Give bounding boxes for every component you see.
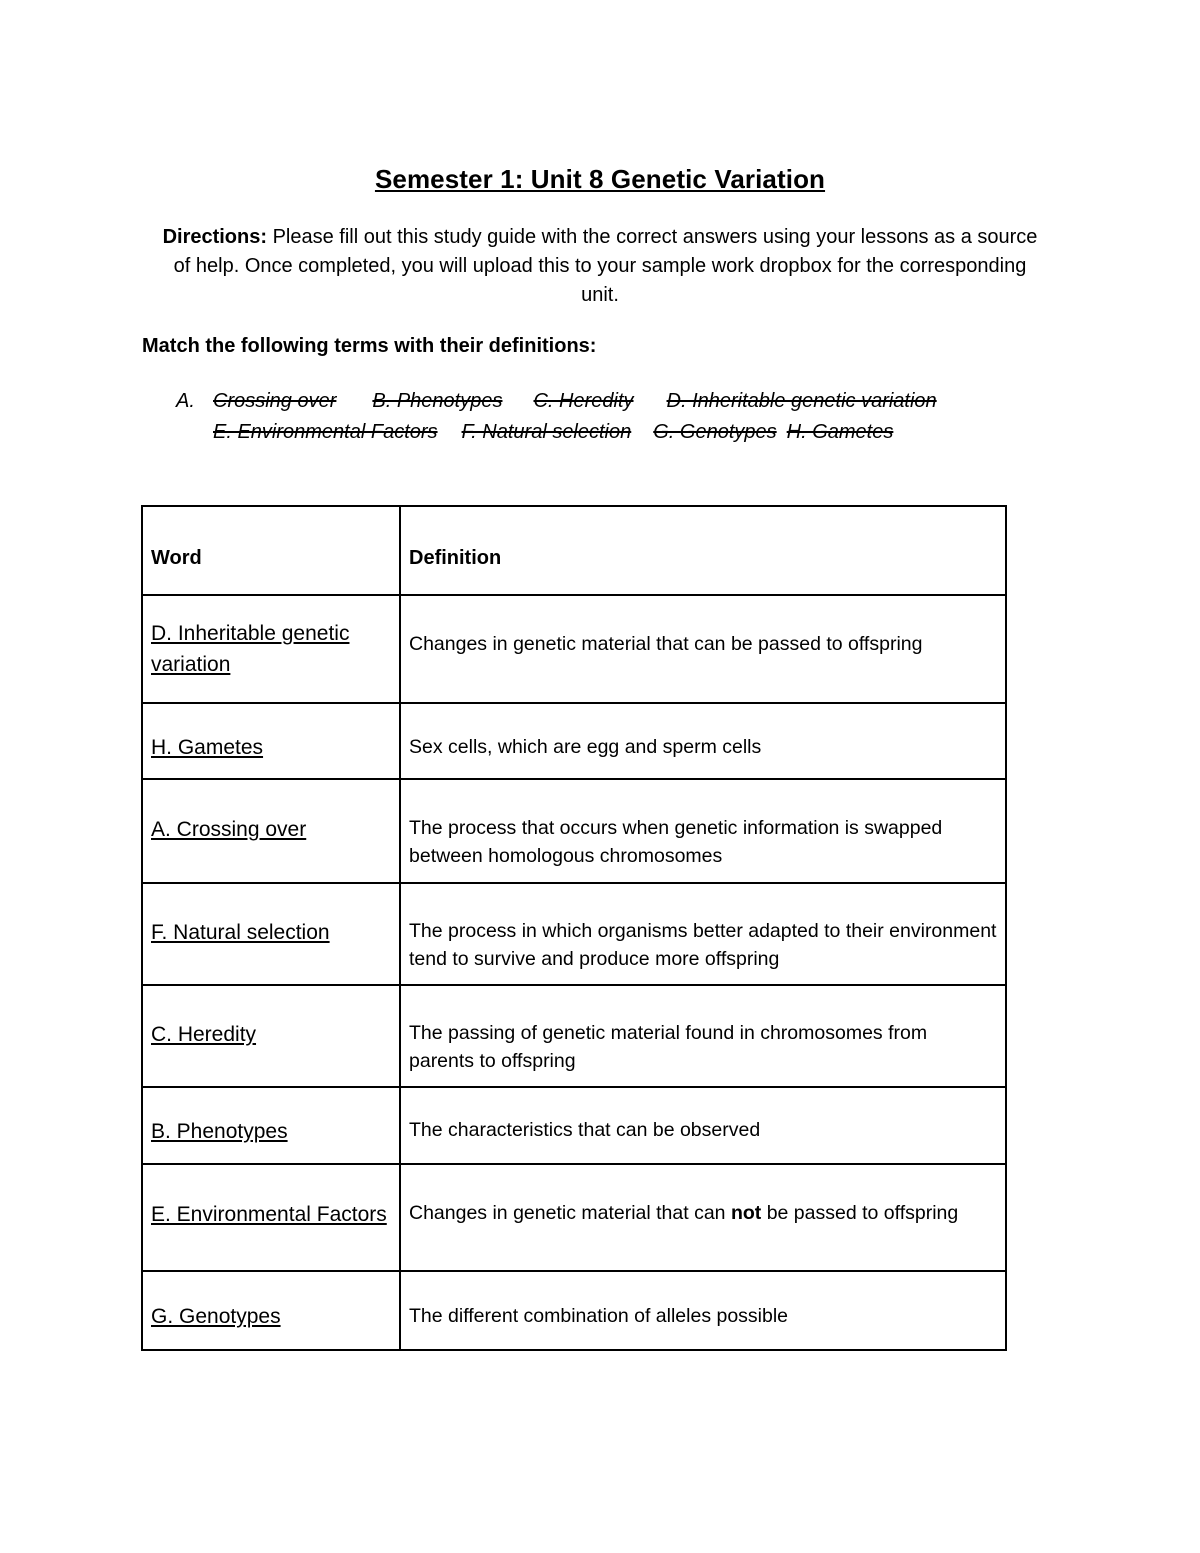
directions-label: Directions: [162,226,268,248]
term-options [176,386,1076,448]
word-cell [142,883,400,985]
options-line-1 [176,386,1076,417]
terms-table [141,505,1007,1351]
table-row [142,883,1006,985]
directions-paragraph [160,223,1040,310]
definition-text-before: Changes in genetic material that can [409,1202,731,1224]
match-heading: Match the following terms with their definitions: [142,335,597,357]
word-header: Word [142,506,400,595]
option-heredity: C. Heredity [533,390,634,412]
word-text: C. Heredity [151,1023,257,1046]
definition-emphasis: not [730,1202,762,1224]
table-row [142,595,1006,703]
table-row [142,1087,1006,1164]
page-title: Semester 1: Unit 8 Genetic Variation [374,164,826,194]
table-row [142,779,1006,883]
word-text: B. Phenotypes [151,1120,288,1143]
definition-header: Definition [400,506,1006,595]
definition-cell: The characteristics that can be observed [400,1087,1006,1164]
option-genotypes: G. Genotypes [653,421,777,443]
option-crossing-over: Crossing over [213,390,337,412]
option-natural-selection: F. Natural selection [461,421,632,443]
word-cell [142,779,400,883]
table-row [142,703,1006,779]
word-cell [142,1087,400,1164]
options-prefix: A. [176,390,195,412]
word-text: D. Inheritable genetic variation [151,622,350,676]
definition-cell: Changes in genetic material that can be passed to offspring [400,595,1006,703]
word-cell [142,985,400,1087]
option-phenotypes: B. Phenotypes [372,390,503,412]
definition-cell: The process that occurs when genetic information is swapped between homologous chromosomes [400,779,1006,883]
options-line-2 [176,417,1076,448]
definition-cell: The passing of genetic material found in chromosomes from parents to offspring [400,985,1006,1087]
definition-cell: Sex cells, which are egg and sperm cells [400,703,1006,779]
word-cell [142,595,400,703]
option-inheritable-genetic-variation: D. Inheritable genetic variation [666,390,937,412]
word-cell [142,703,400,779]
word-text: F. Natural selection [151,921,330,944]
word-cell [142,1271,400,1350]
definition-cell: The process in which organisms better adapted to their environment tend to survive and produce more offspring [400,883,1006,985]
definition-cell: The different combination of alleles possible [400,1271,1006,1350]
table-row [142,985,1006,1087]
word-text: A. Crossing over [151,818,307,841]
word-text: G. Genotypes [151,1305,281,1328]
option-gametes: H. Gametes [786,421,894,443]
table-header-row [142,506,1006,595]
table-row [142,1164,1006,1271]
directions-text: Please fill out this study guide with the correct answers using your lessons as a source of help. Once completed, you will upload this to your sample work dropbox for the corresponding unit. [173,226,1038,306]
word-text: E. Environmental Factors [151,1203,387,1226]
word-cell [142,1164,400,1271]
option-environmental-factors: E. Environmental Factors [213,421,438,443]
table-row [142,1271,1006,1350]
definition-text-after: be passed to offspring [761,1202,959,1224]
definition-cell [400,1164,1006,1271]
word-text: H. Gametes [151,735,264,759]
